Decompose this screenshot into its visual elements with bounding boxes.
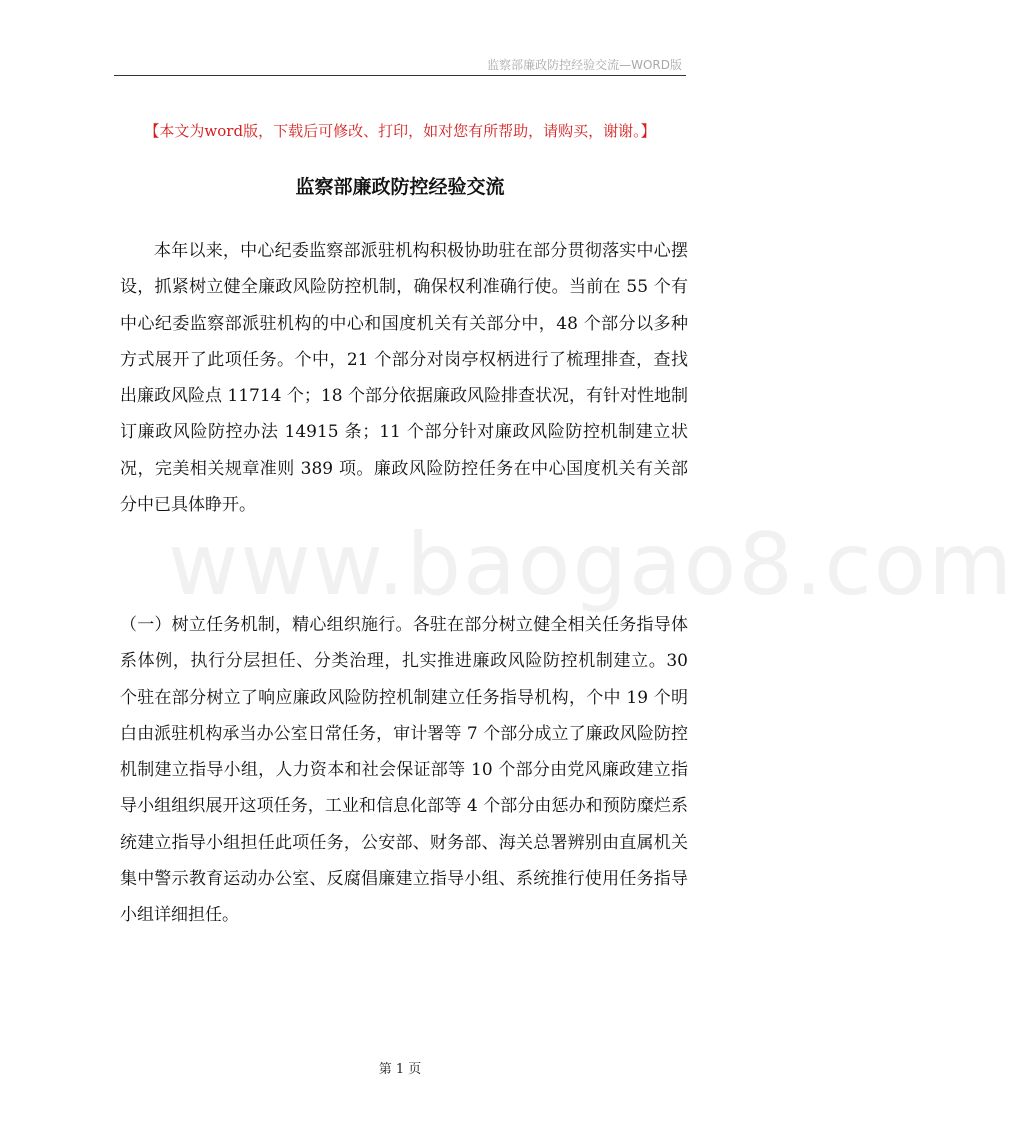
watermark: www.baogao8.com [168,515,1014,615]
download-notice: 【本文为word版，下载后可修改、打印，如对您有所帮助，请购买，谢谢。】 [144,122,656,140]
paragraph-intro: 本年以来，中心纪委监察部派驻机构积极协助驻在部分贯彻落实中心摆设，抓紧树立健全廉政风险防控机制，确保权利准确行使。当前在 55 个有中心纪委监察部派驻机构的中心和国度机关有关部分中，48 个部分以多种方式展开了此项任务。个中，21 个部分对岗亭权柄进行了梳理排查，查找出廉政风险点 11714 个；18 个部分依据廉政风险排查状况，有针对性地制订廉政风险防控办法 14915 条；11 个部分针对廉政风险防控机制建立状况，完美相关规章准则 389 项。廉政风险防控任务在中心国度机关有关部分中已具体睁开。 [120,241,688,516]
header-divider [114,75,686,76]
paragraph-section-1: （一）树立任务机制，精心组织施行。各驻在部分树立健全相关任务指导体系体例，执行分层担任、分类治理，扎实推进廉政风险防控机制建立。30 个驻在部分树立了响应廉政风险防控机制建立任务指导机构，个中 19 个明白由派驻机构承当办公室日常任务，审计署等 7 个部分成立了廉政风险防控机制建立指导小组，人力资本和社会保证部等 10 个部分由党风廉政建立指导小组组织展开这项任务，工业和信息化部等 4 个部分由惩办和预防糜烂系统建立指导小组担任此项任务，公安部、财务部、海关总署辨别由直属机关集中警示教育运动办公室、反腐倡廉建立指导小组、系统推行使用任务指导小组详细担任。 [120,615,688,926]
running-header: 监察部廉政防控经验交流—WORD版 [487,58,682,72]
page-number: 第 1 页 [378,1062,422,1077]
document-title: 监察部廉政防控经验交流 [295,176,505,198]
